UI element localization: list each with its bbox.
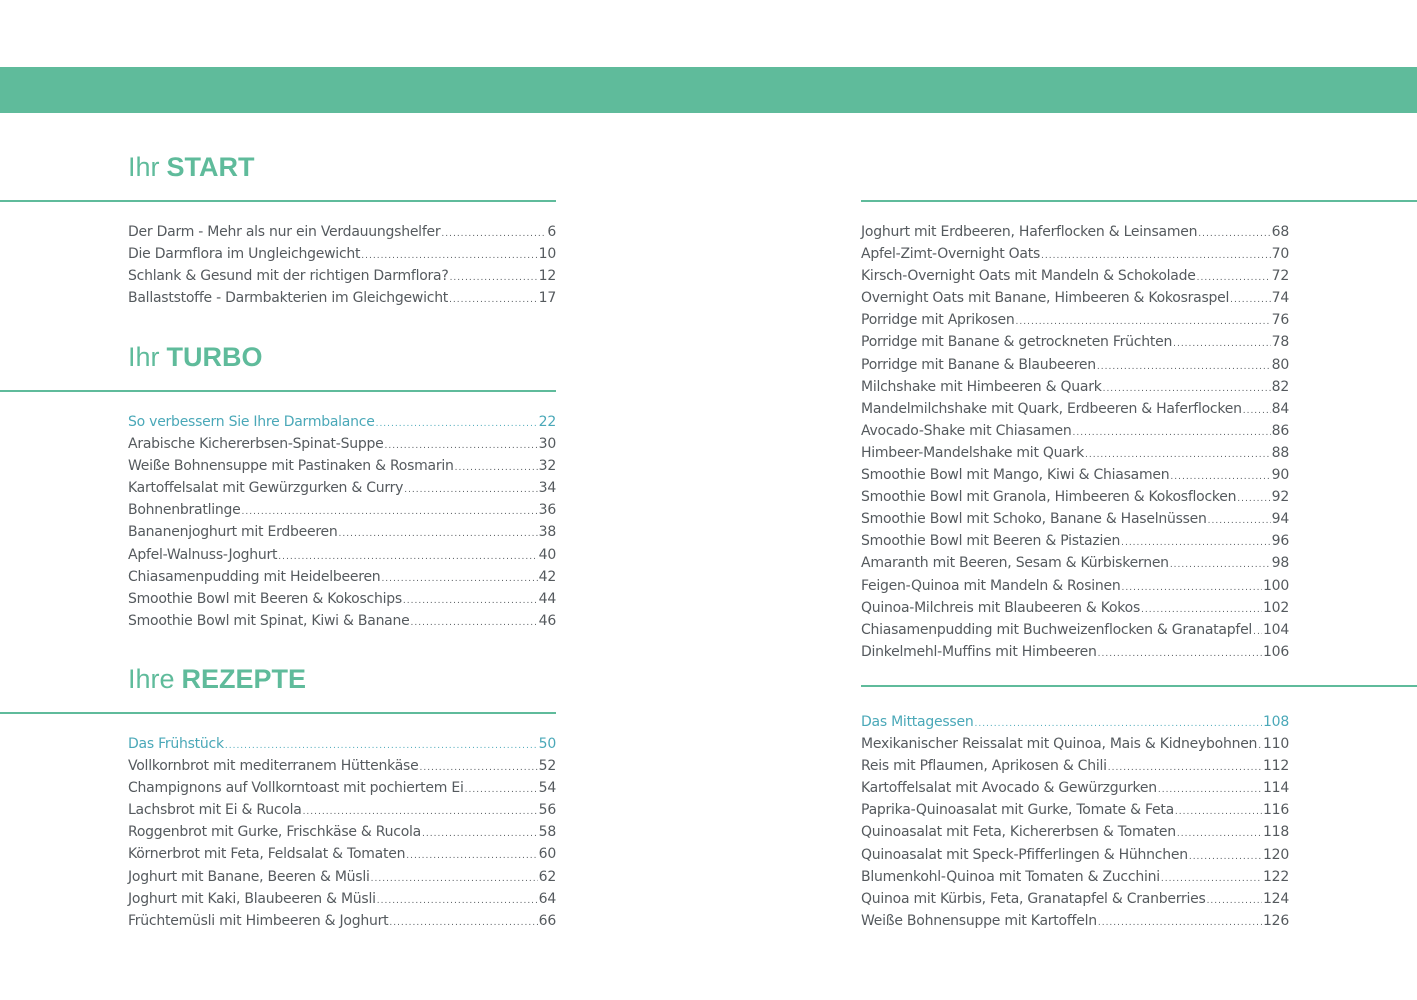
dot-leader [1237,488,1270,510]
toc-entry-page-number: 102 [1263,599,1289,616]
toc-entry-page-number: 32 [538,458,556,475]
toc-entry [128,521,556,543]
toc-entry-page-number: 10 [538,246,556,263]
toc-entry-page-number: 108 [1263,714,1289,730]
toc-entry-page-number: 88 [1271,444,1289,461]
toc-entry-title: Porridge mit Banane & getrockneten Früchten [861,334,1173,351]
toc-entry-page-number: 54 [538,780,556,797]
dot-leader [1207,890,1262,912]
toc-entry-title: Quinoasalat mit Feta, Kichererbsen & Tomaten [861,824,1176,841]
toc-entry-page-number: 92 [1271,489,1289,506]
toc-entry-title: Lachsbrot mit Ei & Rucola [128,802,302,819]
toc-entry-page-number: 50 [538,736,556,752]
toc-entry-title: Himbeer-Mandelshake mit Quark [861,444,1084,461]
toc-entry [861,733,1289,755]
toc-list-breakfast-continued [861,221,1289,663]
toc-entry-page-number: 44 [538,590,556,607]
toc-entry-title: Das Frühstück [128,736,224,752]
toc-entry [861,530,1289,552]
toc-entry-title: Porridge mit Banane & Blaubeeren [861,356,1096,373]
toc-entry-title: Milchshake mit Himbeeren & Quark [861,378,1102,395]
dot-leader [411,612,538,634]
toc-entry-title: Das Mittagessen [861,714,974,730]
toc-entry-title: Chiasamenpudding mit Buchweizenflocken & Granatapfel [861,621,1253,638]
toc-entry-title: Mexikanischer Reissalat mit Quinoa, Mais & Kidneybohnen [861,736,1258,753]
toc-entry [861,844,1289,866]
top-color-band [0,67,1417,113]
toc-entry-page-number: 86 [1271,422,1289,439]
dot-leader [1170,554,1271,576]
toc-entry [861,486,1289,508]
dot-leader [1197,267,1271,289]
toc-list-turbo [128,411,556,632]
toc-entry-chapter [128,411,556,433]
toc-entry-title: Chiasamenpudding mit Heidelbeeren [128,568,381,585]
dot-leader [384,435,537,457]
toc-entry-title: Der Darm - Mehr als nur ein Verdauungshelfer [128,224,441,240]
dot-leader [419,757,537,779]
toc-entry-page-number: 110 [1263,736,1289,753]
toc-entry-page-number: 116 [1263,802,1289,819]
toc-entry [128,866,556,888]
toc-entry-title: Roggenbrot mit Gurke, Frischkäse & Rucola [128,824,421,841]
dot-leader [376,413,538,435]
heading-bold-text: REZEPTE [181,664,307,694]
dot-leader [422,823,538,845]
dot-leader [303,801,538,823]
toc-entry-page-number: 100 [1263,577,1289,594]
dot-leader [1073,422,1271,444]
toc-entry [861,799,1289,821]
toc-entry [128,588,556,610]
dot-leader [1258,735,1262,757]
toc-entry-page-number: 6 [547,224,556,240]
dot-leader [449,289,538,311]
heading-light-text: Ihr [128,152,160,182]
toc-entry-title: Ballaststoffe - Darmbakterien im Gleichgewicht [128,290,449,307]
dot-leader [278,546,537,568]
dot-leader [1198,223,1270,245]
dot-leader [1170,466,1270,488]
toc-entry-title: Weiße Bohnensuppe mit Kartoffeln [861,912,1097,929]
dot-leader [1097,356,1271,378]
toc-entry-title: Blumenkohl-Quinoa mit Tomaten & Zucchini [861,868,1160,885]
toc-entry-page-number: 96 [1271,533,1289,550]
toc-entry-chapter [128,733,556,755]
toc-entry-title: Smoothie Bowl mit Granola, Himbeeren & Kokosflocken [861,489,1237,506]
dot-leader [1122,577,1263,599]
toc-entry-title: Schlank & Gesund mit der richtigen Darmflora? [128,268,449,285]
toc-entry [861,464,1289,486]
toc-entry-title: Früchtemüsli mit Himbeeren & Joghurt [128,912,389,929]
toc-entry-title: Smoothie Bowl mit Beeren & Pistazien [861,533,1121,550]
dot-leader [403,590,538,612]
toc-entry-page-number: 122 [1263,868,1289,885]
toc-entry [861,597,1289,619]
toc-entry [861,777,1289,799]
toc-entry [128,755,556,777]
toc-entry-title: Bohnenbratlinge [128,502,241,519]
heading-light-text: Ihr [128,342,160,372]
dot-leader [1161,868,1262,890]
toc-entry-page-number: 70 [1271,246,1289,263]
toc-entry-title: Quinoasalat mit Speck-Pfifferlingen & Hühnchen [861,846,1188,863]
toc-entry-title: Apfel-Zimt-Overnight Oats [861,246,1041,263]
toc-entry-page-number: 17 [538,290,556,307]
dot-leader [1177,823,1262,845]
section-heading-rezepte [128,663,306,695]
dot-leader [1175,801,1262,823]
toc-entry-title: Joghurt mit Erdbeeren, Haferflocken & Leinsamen [861,224,1198,240]
toc-entry-page-number: 74 [1271,290,1289,307]
toc-entry-page-number: 126 [1263,912,1289,929]
toc-entry-page-number: 112 [1263,758,1289,775]
toc-entry [128,910,556,932]
toc-entry-page-number: 30 [538,436,556,453]
toc-entry [861,641,1289,663]
dot-leader [1108,757,1262,779]
toc-entry-title: Arabische Kichererbsen-Spinat-Suppe [128,436,384,453]
toc-entry-title: Amaranth mit Beeren, Sesam & Kürbiskernen [861,555,1169,572]
toc-entry [861,442,1289,464]
dot-leader [1141,599,1262,621]
dot-leader [371,868,538,890]
section-heading-turbo [128,341,263,373]
toc-entry-title: Dinkelmehl-Muffins mit Himbeeren [861,643,1097,660]
toc-entry-title: Weiße Bohnensuppe mit Pastinaken & Rosmarin [128,458,454,475]
toc-entry-page-number: 78 [1271,334,1289,351]
section-divider [861,200,1417,202]
toc-entry [861,398,1289,420]
dot-leader [1041,245,1271,267]
toc-entry [128,287,556,309]
toc-entry [861,866,1289,888]
section-divider [0,200,556,202]
toc-entry [861,221,1289,243]
toc-entry-title: Paprika-Quinoasalat mit Gurke, Tomate & Feta [861,802,1174,819]
toc-entry [128,843,556,865]
dot-leader [1121,532,1271,554]
toc-entry-page-number: 72 [1271,268,1289,285]
toc-entry [861,821,1289,843]
dot-leader [377,890,538,912]
toc-entry-page-number: 66 [538,912,556,929]
toc-entry-page-number: 42 [538,568,556,585]
toc-entry-page-number: 52 [538,758,556,775]
toc-entry-page-number: 106 [1263,643,1289,660]
dot-leader [406,845,537,867]
toc-entry-chapter [861,711,1289,733]
section-divider [0,390,556,392]
toc-entry-title: Avocado-Shake mit Chiasamen [861,422,1072,439]
toc-entry-title: Körnerbrot mit Feta, Feldsalat & Tomaten [128,846,406,863]
toc-entry-page-number: 94 [1271,511,1289,528]
toc-entry-page-number: 84 [1271,400,1289,417]
toc-entry [128,888,556,910]
dot-leader [1016,311,1271,333]
toc-entry-page-number: 12 [538,268,556,285]
dot-leader [441,223,546,245]
toc-entry [128,566,556,588]
toc-entry-title: Vollkornbrot mit mediterranem Hüttenkäse [128,758,419,775]
toc-entry-title: Quinoa mit Kürbis, Feta, Granatapfel & Cranberries [861,890,1206,907]
toc-entry-page-number: 76 [1271,312,1289,329]
toc-entry-title: Kartoffelsalat mit Avocado & Gewürzgurken [861,780,1157,797]
toc-entry-page-number: 62 [538,868,556,885]
toc-entry-page-number: 114 [1263,780,1289,797]
toc-entry-title: Kartoffelsalat mit Gewürzgurken & Curry [128,480,404,497]
dot-leader [1098,912,1262,934]
toc-entry-title: Feigen-Quinoa mit Mandeln & Rosinen [861,577,1121,594]
dot-leader [1253,621,1262,643]
toc-entry-title: Quinoa-Milchreis mit Blaubeeren & Kokos [861,599,1141,616]
toc-entry-page-number: 38 [538,524,556,541]
toc-list-start [128,221,556,309]
toc-entry [861,309,1289,331]
toc-entry-page-number: 22 [538,414,556,430]
toc-entry [861,508,1289,530]
toc-entry [861,265,1289,287]
toc-list-lunch [861,711,1289,932]
toc-entry [861,552,1289,574]
toc-entry-page-number: 58 [538,824,556,841]
toc-entry-page-number: 46 [538,612,556,629]
toc-entry-page-number: 118 [1263,824,1289,841]
toc-entry-page-number: 98 [1271,555,1289,572]
toc-entry-page-number: 68 [1271,224,1289,240]
toc-entry [861,575,1289,597]
dot-leader [404,479,537,501]
dot-leader [1208,510,1271,532]
section-divider [861,685,1417,687]
toc-entry [128,799,556,821]
heading-bold-text: START [166,152,255,182]
dot-leader [974,713,1262,735]
dot-leader [361,245,537,267]
toc-entry [861,910,1289,932]
toc-entry-page-number: 40 [538,546,556,563]
toc-entry-page-number: 34 [538,480,556,497]
toc-entry [128,433,556,455]
heading-light-text: Ihre [128,664,175,694]
toc-entry [861,619,1289,641]
toc-entry [128,499,556,521]
dot-leader [381,568,537,590]
toc-entry [128,477,556,499]
toc-entry-title: Overnight Oats mit Banane, Himbeeren & Kokosraspel [861,290,1230,307]
toc-entry-page-number: 36 [538,502,556,519]
dot-leader [455,457,538,479]
dot-leader [1230,289,1271,311]
heading-bold-text: TURBO [166,342,263,372]
section-divider [0,712,556,714]
dot-leader [1189,846,1262,868]
toc-list-rezepte [128,733,556,932]
toc-entry-page-number: 64 [538,890,556,907]
toc-entry [861,354,1289,376]
toc-entry-page-number: 56 [538,802,556,819]
toc-entry [128,455,556,477]
toc-entry [861,888,1289,910]
toc-entry-page-number: 90 [1271,467,1289,484]
toc-entry-page-number: 60 [538,846,556,863]
toc-entry [861,376,1289,398]
toc-entry [128,221,556,243]
toc-entry-page-number: 120 [1263,846,1289,863]
toc-entry [861,755,1289,777]
section-heading-start [128,151,255,183]
toc-entry-title: Mandelmilchshake mit Quark, Erdbeeren & Haferflocken [861,400,1242,417]
toc-entry [128,610,556,632]
toc-entry-title: Smoothie Bowl mit Spinat, Kiwi & Banane [128,612,410,629]
dot-leader [1158,779,1262,801]
toc-entry-page-number: 104 [1263,621,1289,638]
toc-entry [128,243,556,265]
toc-entry-title: Smoothie Bowl mit Mango, Kiwi & Chiasamen [861,467,1170,484]
toc-entry [861,420,1289,442]
toc-entry-title: Smoothie Bowl mit Beeren & Kokoschips [128,590,402,607]
toc-entry [861,287,1289,309]
dot-leader [1103,378,1271,400]
toc-entry-title: Bananenjoghurt mit Erdbeeren [128,524,338,541]
toc-entry-title: Smoothie Bowl mit Schoko, Banane & Haselnüssen [861,511,1207,528]
toc-entry-title: Die Darmflora im Ungleichgewicht [128,246,361,263]
dot-leader [1243,400,1271,422]
dot-leader [1085,444,1271,466]
toc-entry [128,777,556,799]
toc-entry [861,331,1289,353]
dot-leader [242,501,538,523]
toc-entry-page-number: 82 [1271,378,1289,395]
toc-entry [861,243,1289,265]
toc-entry [128,821,556,843]
dot-leader [450,267,538,289]
toc-entry-title: Apfel-Walnuss-Joghurt [128,546,278,563]
dot-leader [389,912,537,934]
toc-entry-title: So verbessern Sie Ihre Darmbalance [128,414,375,430]
toc-entry-title: Kirsch-Overnight Oats mit Mandeln & Schokolade [861,268,1196,285]
dot-leader [1173,333,1271,355]
dot-leader [339,523,538,545]
dot-leader [1098,643,1262,665]
toc-entry-title: Porridge mit Aprikosen [861,312,1015,329]
toc-entry [128,265,556,287]
toc-entry [128,544,556,566]
toc-entry-page-number: 80 [1271,356,1289,373]
toc-entry-title: Champignons auf Vollkorntoast mit pochiertem Ei [128,780,464,797]
toc-entry-page-number: 124 [1263,890,1289,907]
dot-leader [225,735,538,757]
toc-entry-title: Joghurt mit Banane, Beeren & Müsli [128,868,370,885]
toc-entry-title: Joghurt mit Kaki, Blaubeeren & Müsli [128,890,376,907]
dot-leader [465,779,538,801]
toc-entry-title: Reis mit Pflaumen, Aprikosen & Chili [861,758,1107,775]
